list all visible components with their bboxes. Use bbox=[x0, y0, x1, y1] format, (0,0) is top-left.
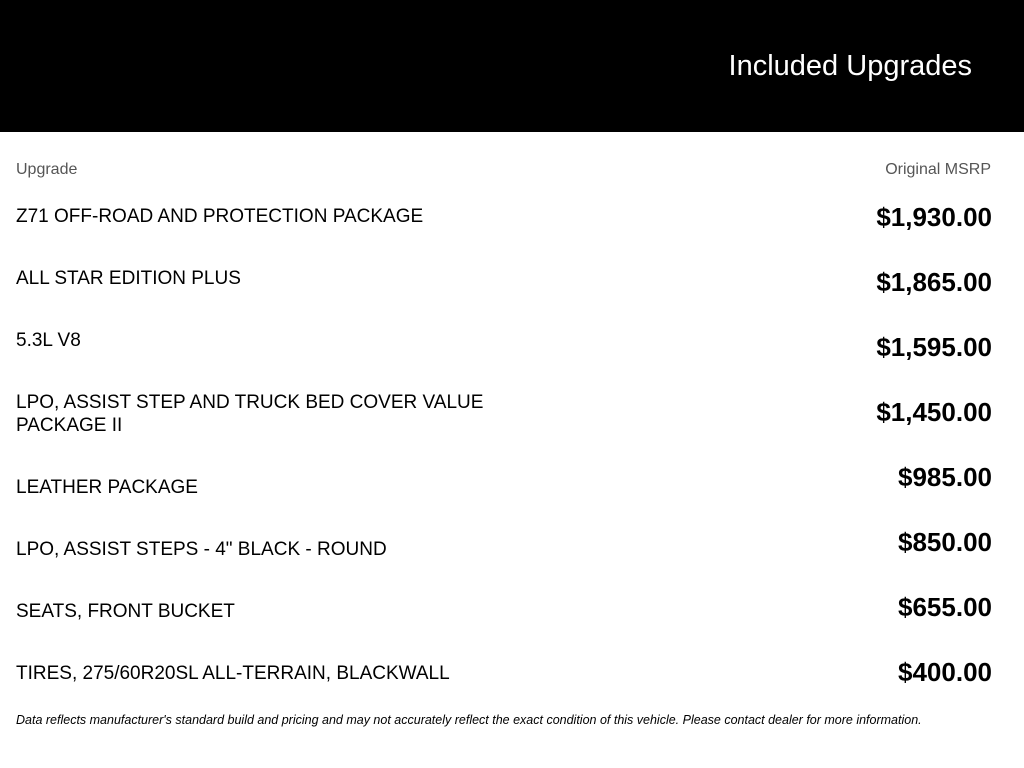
upgrade-price: $1,930.00 bbox=[876, 202, 992, 232]
upgrade-name: TIRES, 275/60R20SL ALL-TERRAIN, BLACKWALL bbox=[16, 663, 450, 684]
disclaimer-text: Data reflects manufacturer's standard build and pricing and may not accurately reflect the exact condition of this vehicle. Please contact dealer for more information. bbox=[16, 713, 922, 727]
upgrade-price: $850.00 bbox=[898, 527, 992, 557]
upgrade-price: $985.00 bbox=[898, 462, 992, 492]
upgrade-name: SEATS, FRONT BUCKET bbox=[16, 601, 235, 622]
page-header bbox=[0, 0, 1024, 132]
upgrade-price: $1,450.00 bbox=[876, 397, 992, 427]
column-header-upgrade: Upgrade bbox=[16, 161, 78, 178]
upgrade-price: $1,865.00 bbox=[876, 267, 992, 297]
upgrade-name: LEATHER PACKAGE bbox=[16, 477, 198, 498]
upgrade-name: 5.3L V8 bbox=[16, 330, 81, 351]
column-header-msrp: Original MSRP bbox=[885, 161, 991, 178]
upgrade-name: ALL STAR EDITION PLUS bbox=[16, 268, 241, 289]
upgrade-price: $1,595.00 bbox=[876, 332, 992, 362]
page-title: Included Upgrades bbox=[728, 50, 972, 82]
upgrade-name: Z71 OFF-ROAD AND PROTECTION PACKAGE bbox=[16, 206, 424, 227]
upgrade-name: LPO, ASSIST STEP AND TRUCK BED COVER VALUE PACKAGE II bbox=[16, 392, 484, 436]
upgrade-name: LPO, ASSIST STEPS - 4" BLACK - ROUND bbox=[16, 539, 387, 560]
upgrade-price: $400.00 bbox=[898, 657, 992, 687]
upgrade-price: $655.00 bbox=[898, 592, 992, 622]
